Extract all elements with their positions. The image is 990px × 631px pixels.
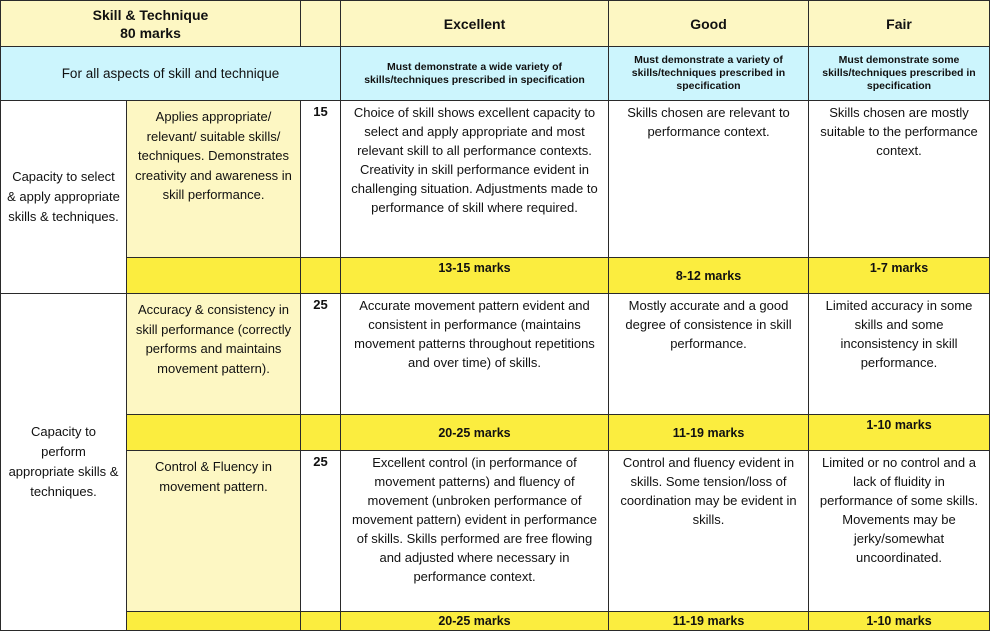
s2r2-marks-filler — [127, 612, 301, 631]
s2r2-marks-good: 11-19 marks — [609, 612, 809, 631]
s2r2-marks-excellent: 20-25 marks — [341, 612, 609, 631]
weight-header-cell — [301, 0, 341, 47]
s2r1-fair-desc: Limited accuracy in some skills and some inconsistency in skill performance. — [809, 294, 990, 415]
spec-good: Must demonstrate a variety of skills/techniques prescribed in specification — [609, 47, 809, 101]
s1-marks-good: 8-12 marks — [609, 258, 809, 294]
excellent-header: Excellent — [341, 0, 609, 47]
spec-label: For all aspects of skill and technique — [0, 47, 341, 101]
weight-25-accuracy: 25 — [301, 294, 341, 415]
s2r1-marks-fair: 1-10 marks — [809, 415, 990, 451]
s1-excellent-desc: Choice of skill shows excellent capacity to select and apply appropriate and most relevant skill to all performance contexts. Creativity in skill performance evident in challenging situation. Adjustments made to performance of skill where required. — [341, 101, 609, 258]
s2r1-marks-filler — [127, 415, 301, 451]
rubric-title: Skill & Technique — [92, 6, 209, 23]
s2r2-marks-fair: 1-10 marks — [809, 612, 990, 631]
s1-marks-filler-weight — [301, 258, 341, 294]
s2r1-marks-filler-weight — [301, 415, 341, 451]
s1-fair-desc: Skills chosen are mostly suitable to the performance context. — [809, 101, 990, 258]
spec-fair: Must demonstrate some skills/techniques prescribed in specification — [809, 47, 990, 101]
criterion-appropriate-skills: Applies appropriate/ relevant/ suitable skills/ techniques. Demonstrates creativity and awareness in skill performance. — [127, 101, 301, 258]
s2r2-excellent-desc: Excellent control (in performance of movement patterns) and fluency of movement (unbroken performance of movement pattern) evident in performance of skills. Skills performed are free flowing and adjusted where necessary in performance context. — [341, 451, 609, 612]
capacity-select-apply: Capacity to select & apply appropriate skills & techniques. — [0, 101, 127, 294]
weight-15: 15 — [301, 101, 341, 258]
rubric-total-marks: 80 marks — [120, 24, 181, 41]
criterion-control-fluency: Control & Fluency in movement pattern. — [127, 451, 301, 612]
s2r1-marks-good: 11-19 marks — [609, 415, 809, 451]
s2r1-marks-excellent: 20-25 marks — [341, 415, 609, 451]
s2r1-good-desc: Mostly accurate and a good degree of consistence in skill performance. — [609, 294, 809, 415]
s2r2-marks-filler-weight — [301, 612, 341, 631]
s1-marks-excellent: 13-15 marks — [341, 258, 609, 294]
good-header: Good — [609, 0, 809, 47]
s2r2-good-desc: Control and fluency evident in skills. Some tension/loss of coordination may be evident in skills. — [609, 451, 809, 612]
s1-marks-fair: 1-7 marks — [809, 258, 990, 294]
rubric-title-cell — [0, 0, 301, 47]
s1-marks-filler — [127, 258, 301, 294]
weight-25-control: 25 — [301, 451, 341, 612]
s2r1-excellent-desc: Accurate movement pattern evident and consistent in performance (maintains movement patterns throughout repetitions and over time) of skills. — [341, 294, 609, 415]
capacity-perform: Capacity to perform appropriate skills & techniques. — [0, 294, 127, 631]
criterion-accuracy-consistency: Accuracy & consistency in skill performance (correctly performs and maintains movement pattern). — [127, 294, 301, 415]
spec-excellent: Must demonstrate a wide variety of skills/techniques prescribed in specification — [341, 47, 609, 101]
s2r2-fair-desc: Limited or no control and a lack of fluidity in performance of some skills. Movements may be jerky/somewhat uncoordinated. — [809, 451, 990, 612]
fair-header: Fair — [809, 0, 990, 47]
s1-good-desc: Skills chosen are relevant to performance context. — [609, 101, 809, 258]
